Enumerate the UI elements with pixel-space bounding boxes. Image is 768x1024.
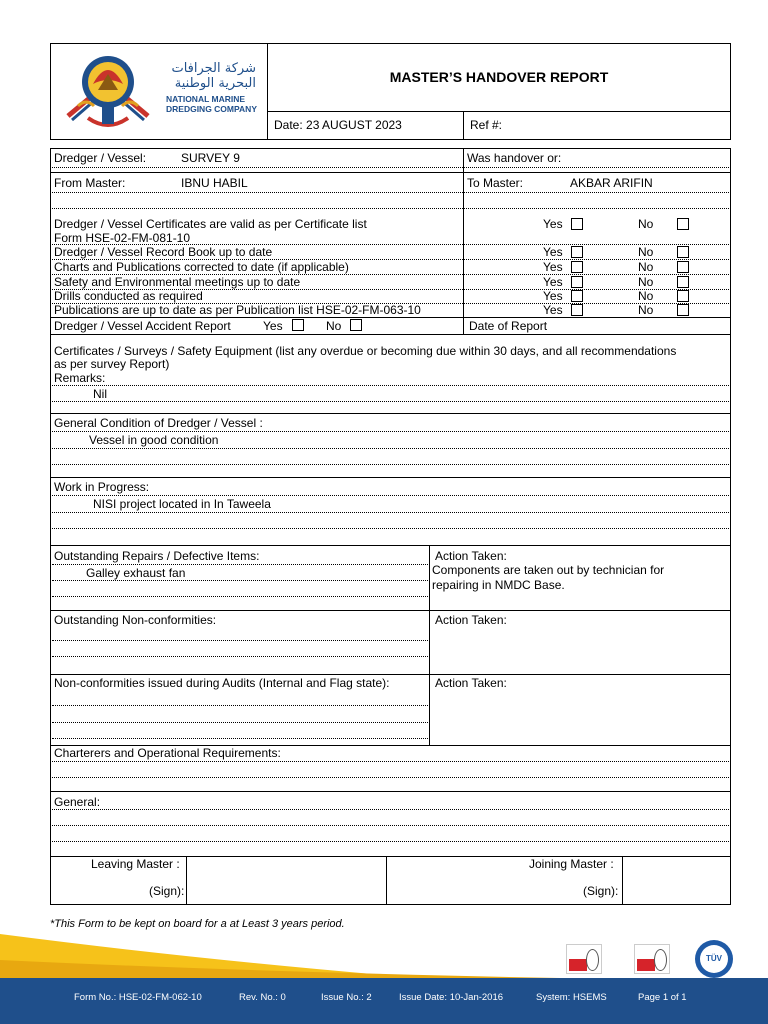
drills-label: Drills conducted as required bbox=[54, 289, 203, 303]
charterers-label: Charterers and Operational Requirements: bbox=[54, 746, 281, 760]
sign-divider3 bbox=[622, 856, 623, 905]
safety-yes-label: Yes bbox=[543, 275, 563, 289]
tuv-text: TÜV bbox=[700, 945, 728, 973]
remarks-value-dotline bbox=[52, 401, 729, 402]
page-title: MASTER’S HANDOVER REPORT bbox=[389, 69, 609, 85]
remarks-label: Remarks: bbox=[54, 371, 106, 385]
repairs-action-label: Action Taken: bbox=[435, 549, 507, 563]
accident-no-label: No bbox=[326, 319, 342, 333]
footer-rev-no: Rev. No.: 0 bbox=[239, 992, 286, 1003]
certificates-hline bbox=[50, 413, 731, 414]
repairs-action-line2: repairing in NMDC Base. bbox=[432, 578, 565, 592]
general-label: General: bbox=[54, 795, 101, 809]
accident-label: Dredger / Vessel Accident Report bbox=[54, 319, 231, 333]
certs-no-checkbox[interactable] bbox=[677, 218, 689, 230]
footer-form-no: Form No.: HSE-02-FM-062-10 bbox=[74, 992, 202, 1003]
remarks-dotline bbox=[52, 385, 729, 386]
remarks-value: Nil bbox=[93, 387, 107, 401]
drills-no-checkbox[interactable] bbox=[677, 290, 689, 302]
company-name-line1: NATIONAL MARINE bbox=[166, 94, 246, 104]
safety-yes-checkbox[interactable] bbox=[571, 276, 583, 288]
charts-label: Charts and Publications corrected to date (if applicable) bbox=[54, 260, 349, 274]
from-master-label: From Master: bbox=[54, 176, 126, 190]
work-label: Work in Progress: bbox=[54, 480, 150, 494]
blank-dotline bbox=[52, 208, 729, 209]
repairs-hline bbox=[50, 610, 731, 611]
certs-line1: Dredger / Vessel Certificates are valid as per Certificate list bbox=[54, 217, 367, 231]
header-hline bbox=[267, 111, 731, 112]
safety-label: Safety and Environmental meetings up to date bbox=[54, 275, 301, 289]
footer-issue-no: Issue No.: 2 bbox=[321, 992, 372, 1003]
work-dotline3 bbox=[52, 528, 729, 529]
work-value: NISI project located in In Taweela bbox=[93, 497, 271, 511]
certs-yes-checkbox[interactable] bbox=[571, 218, 583, 230]
certificates-line2: as per survey Report) bbox=[54, 357, 170, 371]
footer-page: Page 1 of 1 bbox=[638, 992, 687, 1003]
charterers-dotline2 bbox=[52, 777, 729, 778]
nonconf-dotline1 bbox=[52, 640, 428, 641]
vessel-hline bbox=[50, 172, 731, 173]
accident-yes-checkbox[interactable] bbox=[292, 319, 304, 331]
drills-yes-checkbox[interactable] bbox=[571, 290, 583, 302]
work-dotline2 bbox=[52, 512, 729, 513]
repairs-dotline2 bbox=[52, 580, 428, 581]
retention-note: *This Form to be kept on board for a at Least 3 years period. bbox=[50, 918, 345, 930]
sign-divider2 bbox=[386, 856, 387, 905]
condition-dotline3 bbox=[52, 464, 729, 465]
accident-hline bbox=[50, 334, 731, 335]
nonconf-label: Outstanding Non-conformities: bbox=[54, 613, 217, 627]
record-book-no-checkbox[interactable] bbox=[677, 246, 689, 258]
audits-dotline1 bbox=[52, 705, 428, 706]
work-dotline1 bbox=[52, 495, 729, 496]
joining-sign-label: (Sign): bbox=[583, 884, 619, 898]
repairs-label: Outstanding Repairs / Defective Items: bbox=[54, 549, 260, 563]
vessel-label: Dredger / Vessel: bbox=[54, 151, 147, 165]
general-dotline2 bbox=[52, 825, 729, 826]
certs-line2: Form HSE-02-FM-081-10 bbox=[54, 231, 191, 245]
drills-yes-label: Yes bbox=[543, 289, 563, 303]
company-arabic-line1: شركة الجرافات bbox=[171, 61, 256, 76]
charts-yes-label: Yes bbox=[543, 260, 563, 274]
company-name-line2: DREDGING COMPANY bbox=[166, 104, 257, 114]
header-ref-divider bbox=[463, 111, 464, 140]
general-dotline1 bbox=[52, 809, 729, 810]
record-book-label: Dredger / Vessel Record Book up to date bbox=[54, 245, 273, 259]
ref-label: Ref #: bbox=[470, 118, 503, 132]
publications-no-label: No bbox=[638, 303, 654, 317]
footer-system: System: HSEMS bbox=[536, 992, 607, 1003]
handover-label: Was handover or: bbox=[467, 151, 562, 165]
from-dotline bbox=[52, 192, 729, 193]
condition-dotline1 bbox=[52, 431, 729, 432]
leaving-master-label: Leaving Master : bbox=[91, 857, 180, 871]
drills-no-label: No bbox=[638, 289, 654, 303]
publications-yes-checkbox[interactable] bbox=[571, 304, 583, 316]
publications-no-checkbox[interactable] bbox=[677, 304, 689, 316]
condition-hline bbox=[50, 477, 731, 478]
record-book-no-label: No bbox=[638, 245, 654, 259]
vessel-value: SURVEY 9 bbox=[181, 151, 240, 165]
publications-label: Publications are up to date as per Publication list HSE-02-FM-063-10 bbox=[54, 303, 421, 317]
date-of-report-label: Date of Report bbox=[469, 319, 548, 333]
repairs-dotline1 bbox=[52, 564, 428, 565]
charts-no-label: No bbox=[638, 260, 654, 274]
from-master-value: IBNU HABIL bbox=[181, 176, 248, 190]
condition-value: Vessel in good condition bbox=[89, 433, 219, 447]
record-book-yes-checkbox[interactable] bbox=[571, 246, 583, 258]
company-emblem-icon bbox=[58, 46, 158, 136]
condition-dotline2 bbox=[52, 448, 729, 449]
safety-no-label: No bbox=[638, 275, 654, 289]
charterers-hline bbox=[50, 791, 731, 792]
nonconf-hline bbox=[50, 674, 731, 675]
leaving-sign-label: (Sign): bbox=[149, 884, 185, 898]
publications-hline bbox=[50, 317, 731, 318]
report-date: Date: 23 AUGUST 2023 bbox=[274, 118, 402, 132]
audits-action-label: Action Taken: bbox=[435, 676, 507, 690]
repairs-action-line1: Components are taken out by technician for bbox=[432, 563, 665, 577]
audits-dotline3 bbox=[52, 738, 428, 739]
vessel-dotline bbox=[52, 167, 729, 168]
joining-master-label: Joining Master : bbox=[529, 857, 614, 871]
audits-label: Non-conformities issued during Audits (Internal and Flag state): bbox=[54, 676, 390, 690]
charts-no-checkbox[interactable] bbox=[677, 261, 689, 273]
condition-label: General Condition of Dredger / Vessel : bbox=[54, 416, 263, 430]
accident-no-checkbox[interactable] bbox=[350, 319, 362, 331]
repairs-dotline3 bbox=[52, 596, 428, 597]
sign-divider1 bbox=[186, 856, 187, 905]
bureau-veritas-badge-2 bbox=[634, 944, 670, 974]
nonconf-dotline2 bbox=[52, 656, 428, 657]
charterers-dotline1 bbox=[52, 761, 729, 762]
nonconf-action-label: Action Taken: bbox=[435, 613, 507, 627]
tuv-badge bbox=[695, 940, 733, 978]
safety-no-checkbox[interactable] bbox=[677, 276, 689, 288]
work-hline bbox=[50, 545, 731, 546]
certs-yes-label: Yes bbox=[543, 217, 563, 231]
general-dotline3 bbox=[52, 841, 729, 842]
charts-yes-checkbox[interactable] bbox=[571, 261, 583, 273]
action-divider bbox=[429, 545, 430, 745]
accident-yes-label: Yes bbox=[263, 319, 283, 333]
certs-no-label: No bbox=[638, 217, 654, 231]
to-master-value: AKBAR ARIFIN bbox=[570, 176, 653, 190]
certificates-line1: Certificates / Surveys / Safety Equipment (list any overdue or becoming due within 30 days, and all recommendations bbox=[54, 344, 677, 358]
footer-issue-date: Issue Date: 10-Jan-2016 bbox=[399, 992, 504, 1003]
header-divider bbox=[267, 43, 268, 140]
publications-yes-label: Yes bbox=[543, 303, 563, 317]
vessel-divider bbox=[463, 148, 464, 334]
record-book-yes-label: Yes bbox=[543, 245, 563, 259]
to-master-label: To Master: bbox=[467, 176, 524, 190]
company-arabic-line2: البحرية الوطنية bbox=[174, 76, 256, 91]
bureau-veritas-badge-1 bbox=[566, 944, 602, 974]
audits-dotline2 bbox=[52, 722, 428, 723]
repairs-value: Galley exhaust fan bbox=[86, 566, 186, 580]
